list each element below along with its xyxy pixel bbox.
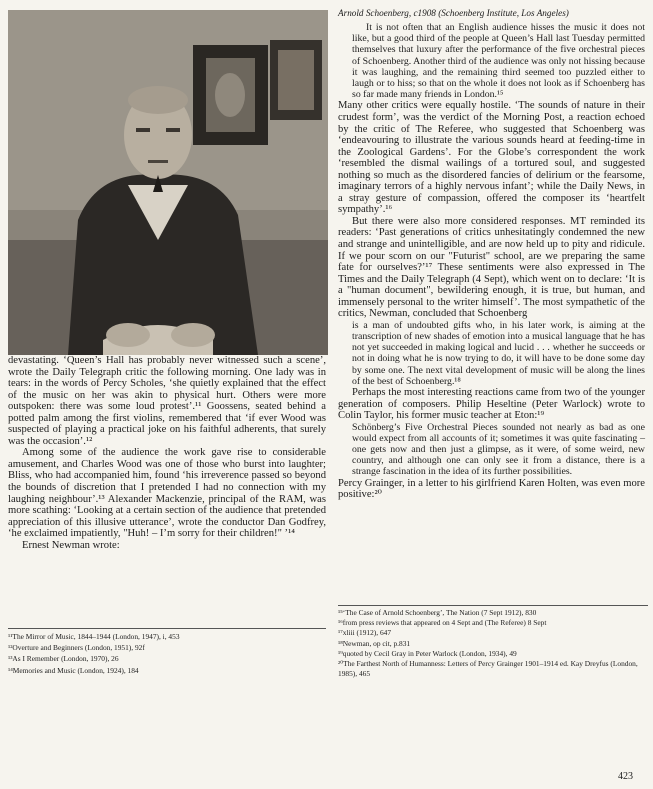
block-quote-2: is a man of undoubted gifts who, in his later work, is aiming at the transcription of new shades of emotion into a musical language that he has not yet succeeded in making logical and lucid . . . whether he succeeds or not in doing what he is now trying to do, it will have to be done some day by some one. The next vital development of music will be along the lines of the best of Schoenberg.¹⁸ — [352, 319, 645, 387]
footnote: ¹¹The Mirror of Music, 1844–1944 (London, 1947), i, 453 — [8, 632, 180, 641]
paragraph: But there were also more considered responses. MT reminded its readers: ‘Past generations of critics unhesitatingly condemned the new and strange and unintelligible, and are now held up to pity and ridicule. If we pour scorn on our "Futurist" school, are we preparing the same fate for ourselves?’¹⁷ These sentiments were also expressed in The Times and the Daily Telegraph (4 Sept), which went on to declare: ‘It is a "human document", bewildering enough, it is true, but human, and immensely personal to the writer himself’. The most sympathetic of the critics, Newman, concluded that Schoenberg — [338, 215, 645, 320]
right-column — [338, 22, 645, 501]
photo-illustration — [8, 10, 328, 355]
paragraph: Among some of the audience the work gave rise to considerable amusement, and Charles Wood was one of those who burst into laughter; Bliss, who had accompanied him, found ‘his irreverence passed so beyond the bounds of discretion that I pretended I had no connection with my laughing neighbour’.¹³ Alexander Mackenzie, principal of the RAM, was more scathing: ‘Looking at a certain section of the audience that pretended appreciation of this illusive utterance’, wrote the conductor Dan Godfrey, ‘he exclaimed impatiently, "Huh! – I’m sorry for their children!" ’¹⁴ — [8, 447, 326, 540]
photo-caption: Arnold Schoenberg, c1908 (Schoenberg Institute, Los Angeles) — [338, 8, 569, 18]
footnote: ¹³As I Remember (London, 1970), 26 — [8, 654, 119, 664]
footnote: ¹⁸Newman, op cit, p.831 — [338, 638, 411, 648]
block-quote-1: It is not often that an English audience hisses the music it does not like, but a good third of the people at Queen’s Hall last Tuesday permitted themselves that luxury after the performance of the five orchestral pieces of Schoenberg. Another third of the audience was only not hissing because it was laughing, and the remaining third seemed too puzzled either to laugh or to hiss; so that on the whole it does not look as if Schoenberg has so far made many friends in London.¹⁵ — [352, 22, 645, 101]
paragraph: Ernest Newman wrote: — [22, 539, 120, 551]
footnotes-left — [8, 628, 326, 676]
page-number: 423 — [618, 771, 633, 782]
footnote: ¹⁶from press reviews that appeared on 4 Sept and (The Referee) 8 Sept — [338, 618, 547, 628]
paragraph: devastating. ‘Queen’s Hall has probably never witnessed such a scene’, wrote the Daily Telegraph critic the following morning. One lady was in tears: in the words of Percy Scholes, ‘she quietly explained that the effect of the music on her was akin to physical hurt. Others were more outspoken: there was some loud protest’.¹¹ Goossens, seated behind a potted palm among the first violins, remembered that ‘if ever Wood was suspected of playing a practical joke on his faithful adherents, that surely was the occasion’.¹² — [8, 355, 326, 447]
footnote: ¹⁵‘The Case of Arnold Schoenberg’, The Nation (7 Sept 1912), 830 — [338, 608, 537, 617]
footnote: ¹²Overture and Beginners (London, 1951), 92f — [8, 643, 145, 653]
block-quote-3: Schönberg’s Five Orchestral Pieces sounded not nearly as bad as one would expect from all accounts of it; sometimes it was quite fascinating – one gets now and then just a glimpse, as it were, of some weird, new country, and although one can only see it from a distance, there is a strange fascination in the idea of its further possibilities. — [352, 421, 645, 478]
paragraph: Perhaps the most interesting reactions came from two of the younger generation of composers. Philip Heseltine (Peter Warlock) wrote to Colin Taylor, his former music teacher at Eton:¹⁹ — [338, 387, 645, 422]
footnotes-right — [338, 605, 648, 679]
footnote: ²⁰The Farthest North of Humanness: Letters of Percy Grainger 1901–1914 ed. Kay Dreyfus (London, 1985), 465 — [338, 659, 638, 679]
left-column — [8, 355, 326, 551]
footnote: ¹⁹quoted by Cecil Gray in Peter Warlock (London, 1934), 49 — [338, 648, 517, 658]
footnote: ¹⁷xliii (1912), 647 — [338, 628, 392, 638]
paragraph: Percy Grainger, in a letter to his girlfriend Karen Holten, was even more positive:²⁰ — [338, 477, 645, 501]
footnote: ¹⁴Memories and Music (London, 1924), 184 — [8, 665, 139, 675]
schoenberg-photo — [8, 10, 328, 355]
paragraph: Many other critics were equally hostile. ‘The sounds of nature in their crudest form’, was the verdict of the Morning Post, a reaction echoed by the critic of The Referee, who suggested that Schoenberg was ‘endeavouring to illustrate the various sounds heard at feeding-time in the Zoological Gardens’. For the Globe’s correspondent the work ‘resembled the dismal wailings of a tortured soul, and suggested nothing so much as the disordered fancies of delirium or the fearsome, imaginary terrors of a highly nervous infant’; while the Daily News, in a stray gesture of compassion, offered the composer its ‘heartfelt sympathy’.¹⁶ — [338, 100, 645, 216]
